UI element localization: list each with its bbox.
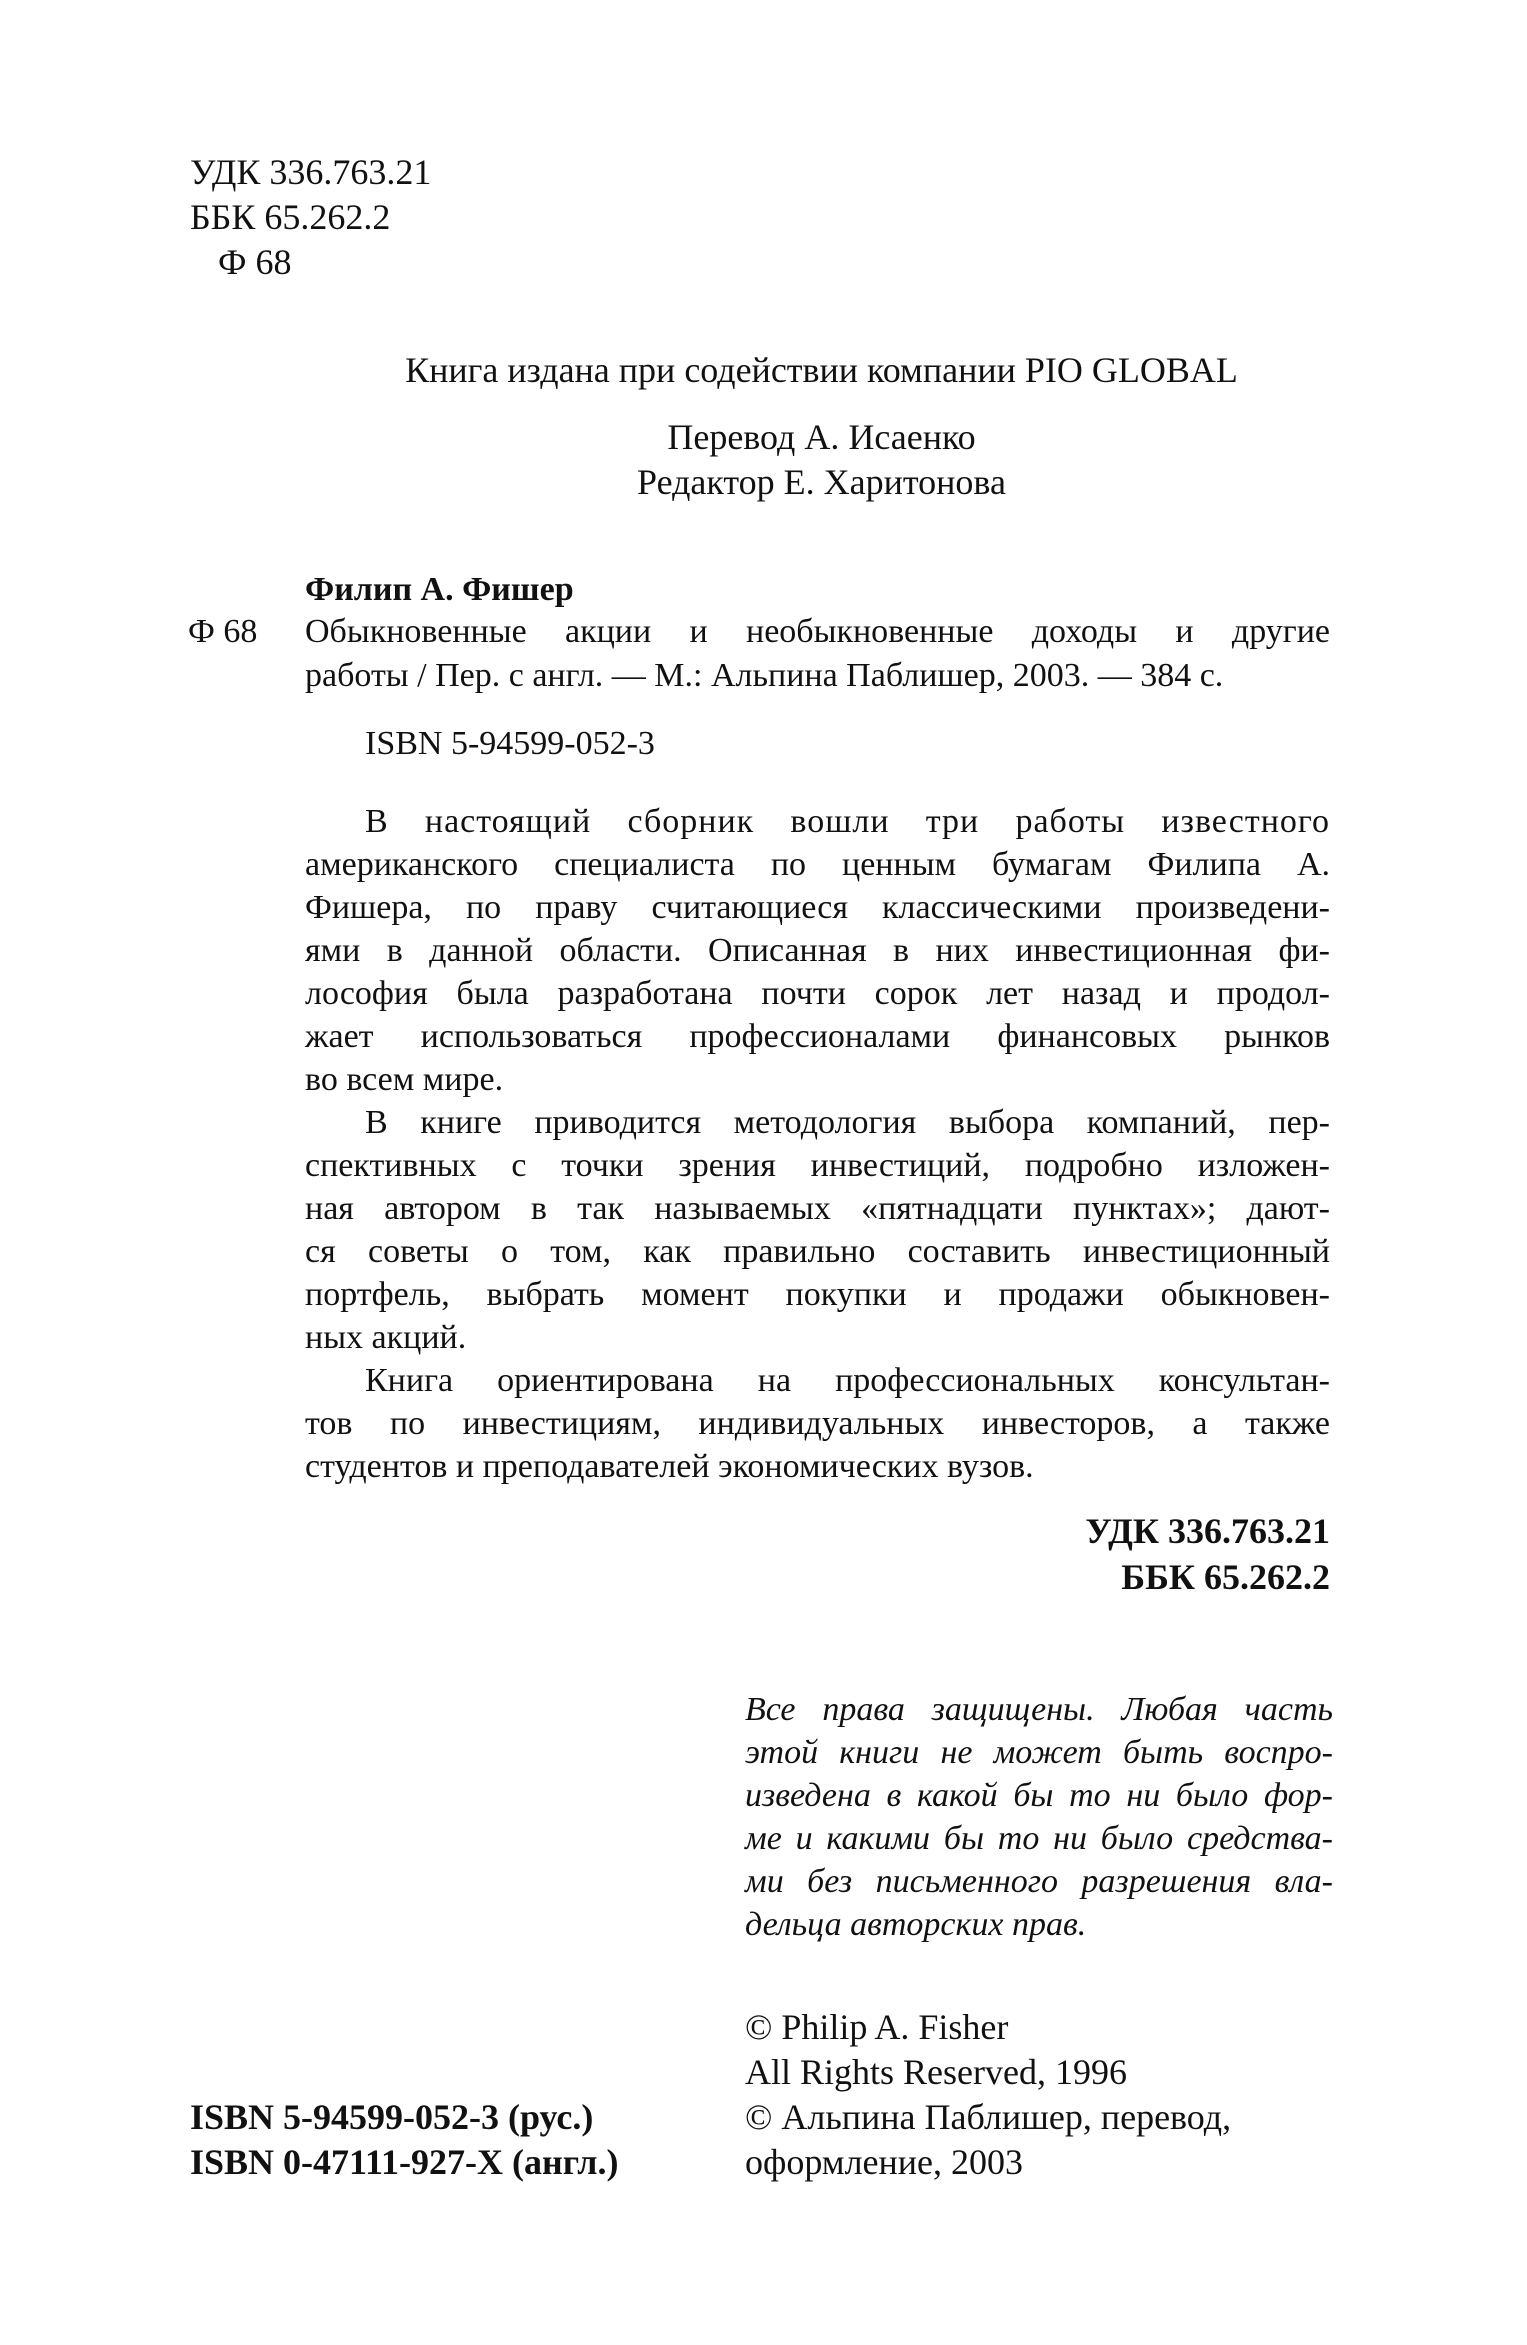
- header-bbk: ББК 65.262.2: [190, 197, 391, 237]
- copyright-line: © Альпина Паблишер, перевод,: [745, 2097, 1232, 2137]
- copyright-line: All Rights Reserved, 1996: [745, 2052, 1127, 2092]
- annotation-line: Книга ориентирована на профессиональных консультан-: [365, 1362, 1330, 1399]
- credits-block: [58, 415, 1527, 505]
- annotation-line: студентов и преподавателей экономических вузов.: [305, 1448, 1034, 1485]
- annotation-line: американского специалиста по ценным бумагам Филипа А.: [305, 846, 1330, 883]
- rights-notice: [745, 1688, 1333, 1946]
- rights-line: ме и какими бы то ни было средства-: [745, 1820, 1333, 1857]
- copyright-line: оформление, 2003: [745, 2142, 1024, 2182]
- header-codes: [190, 150, 431, 285]
- copyright-block: [745, 2005, 1231, 2185]
- annotation-paragraph-2: [305, 1101, 1330, 1359]
- annotation-line: ная автором в так называемых «пятнадцати пунктах»; дают-: [305, 1190, 1330, 1227]
- annotation-line: ями в данной области. Описанная в них инвестиционная фи-: [305, 932, 1330, 969]
- header-author-mark: Ф 68: [218, 242, 292, 282]
- rights-line: этой книги не может быть воспро-: [745, 1734, 1333, 1771]
- annotation-line: тов по инвестициям, индивидуальных инвесторов, а также: [305, 1405, 1330, 1442]
- annotation: [305, 800, 1330, 1488]
- annotation-paragraph-3: [305, 1359, 1330, 1488]
- annotation-line: В книге приводится методология выбора компаний, пер-: [365, 1104, 1330, 1141]
- bibliography-isbn: ISBN 5-94599-052-3: [365, 725, 655, 762]
- annotation-line: ся советы о том, как правильно составить инвестиционный: [305, 1233, 1330, 1270]
- classification-udk: УДК 336.763.21: [1085, 1511, 1330, 1551]
- bibliography-description: [305, 610, 1330, 698]
- author-name: Филип А. Фишер: [305, 571, 574, 608]
- annotation-paragraph-1: [305, 800, 1330, 1101]
- classification-codes: [1085, 1508, 1330, 1600]
- rights-line: изведена в какой бы то ни было фор-: [745, 1777, 1333, 1814]
- translator-line: Перевод А. Исаенко: [667, 417, 976, 457]
- bibliography-line: Обыкновенные акции и необыкновенные доходы и другие: [305, 613, 1330, 650]
- annotation-line: Фишера, по праву считающиеся классическими произведени-: [305, 889, 1330, 926]
- annotation-line: ных акций.: [305, 1319, 467, 1356]
- bibliography-author-mark: Ф 68: [188, 613, 258, 650]
- classification-bbk: ББК 65.262.2: [1121, 1557, 1330, 1597]
- header-udk: УДК 336.763.21: [190, 152, 432, 192]
- copyright-line: © Philip A. Fisher: [745, 2007, 1009, 2047]
- annotation-line: лософия была разработана почти сорок лет назад и продол-: [305, 975, 1330, 1012]
- isbn-block: [190, 2095, 618, 2185]
- bibliography-line: работы / Пер. с англ. — М.: Альпина Паблишер, 2003. — 384 с.: [305, 657, 1224, 694]
- annotation-line: спективных с точки зрения инвестиций, подробно изложен-: [305, 1147, 1330, 1184]
- annotation-line: жает использоваться профессионалами финансовых рынков: [305, 1018, 1330, 1055]
- isbn-english: ISBN 0-47111-927-X (англ.): [190, 2142, 619, 2182]
- isbn-russian: ISBN 5-94599-052-3 (рус.): [190, 2097, 594, 2137]
- annotation-line: портфель, выбрать момент покупки и продажи обыкновен-: [305, 1276, 1330, 1313]
- editor-line: Редактор Е. Харитонова: [637, 462, 1006, 502]
- rights-line: Все права защищены. Любая часть: [745, 1691, 1333, 1728]
- rights-line: ми без письменного разрешения вла-: [745, 1863, 1333, 1900]
- annotation-line: В настоящий сборник вошли три работы известного: [365, 803, 1330, 840]
- annotation-line: во всем мире.: [305, 1061, 504, 1098]
- sponsor-line: Книга издана при содействии компании PIO GLOBAL: [405, 350, 1238, 390]
- rights-line: дельца авторских прав.: [745, 1906, 1087, 1943]
